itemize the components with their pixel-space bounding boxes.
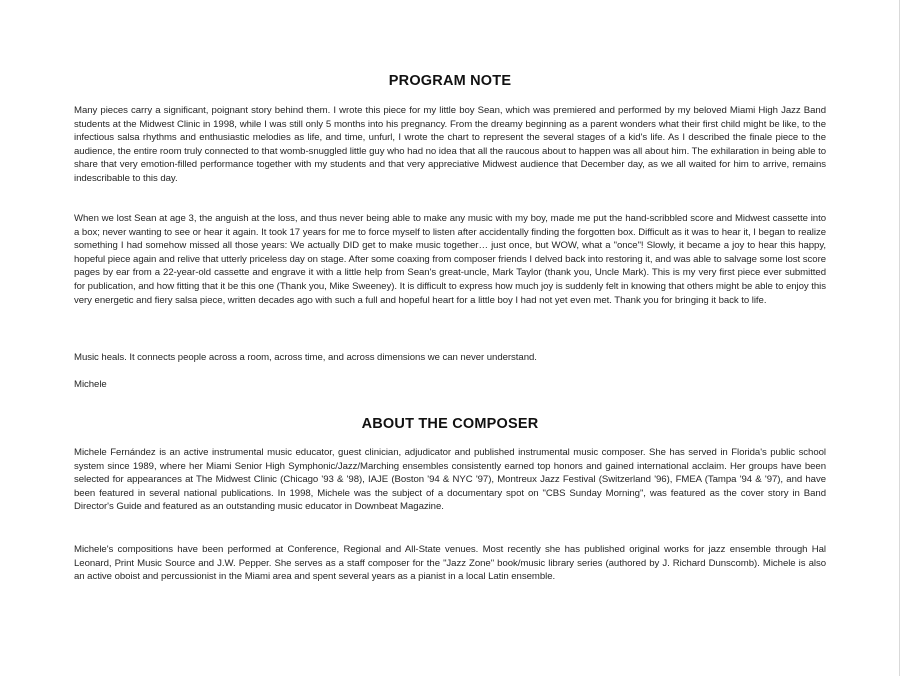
program-note-heading: PROGRAM NOTE [388,73,512,89]
program-note-signature: Michele [74,379,107,390]
about-composer-paragraph-2: Michele's compositions have been performed at Conference, Regional and All-State venues. Most recently she has published original works for jazz ensemble through Hal Leonard, Print Music Source and J.W. Pepper. She serves as a staff composer for the "Jazz Zone" book/music library series (authored by J. Richard Dunscomb). Michele is also an active oboist and percussionist in the Miami area and spent several years as a pianist in a local Latin ensemble. [74,544,826,583]
program-note-paragraph-1: Many pieces carry a significant, poignant story behind them. I wrote this piece for my little boy Sean, which was premiered and performed by my beloved Miami High Jazz Band students at the Midwest Clinic in 1998, while I was still only 5 months into his pregnancy. From the dreamy beginning as a parent wonders what their first child might be like, to the infectious salsa rhythms and enthusiastic melodies as life, and time, unfurl, I wrote the chart to represent the several stages of a kid's life. As I described the finale piece to the audience, the entire room truly connected to that womb-snuggled little guy who had no idea that all the raucous about to happen was all about him. The exhilaration in being able to share that very emotion-filled performance together with my students and that very appreciative Midwest audience that December day, as we all waited for him to arrive, remains indescribable to this day. [74,105,826,184]
about-composer-paragraph-1: Michele Fernández is an active instrumental music educator, guest clinician, adjudicator and published instrumental music composer. She has served in Florida's public school system since 1989, where her Miami Senior High Symphonic/Jazz/Marching ensembles consistently earned top honors and gained international acclaim. Her groups have been selected for appearances at The Midwest Clinic (Chicago '93 & '98), IAJE (Boston '94 & NYC '97), Montreux Jazz Festival (Switzerland '96), FMEA (Tampa '94 & '97), and have been featured in several national publications. In 1998, Michele was the subject of a documentary spot on "CBS Sunday Morning", was featured as the cover story in Band Director's Guide and featured as an outstanding music educator in Downbeat Magazine. [74,447,826,513]
program-note-paragraph-2: When we lost Sean at age 3, the anguish at the loss, and thus never being able to make any music with my boy, made me put the hand-scribbled score and Midwest cassette into a box; never wanting to see or hear it again. It took 17 years for me to force myself to listen after accidentally finding the forgotten box. Difficult as it was to hear it, I began to realize something I had somehow missed all those years: We actually DID get to make music together… just once, but WOW, what a "once"! Slowly, it became a joy to hear this happy, hopeful piece again and relive that utterly priceless day on stage. After some coaxing from composer friends I delved back into restoring it, and was able to salvage some lost score pages by ear from a 22-year-old cassette and engrave it with a little help from Sean's great-uncle, Mark Taylor (thank you, Uncle Mark). This is my very first piece ever submitted for publication, and how fitting that it be this one (Thank you, Mike Sweeney). It is difficult to express how much joy is suddenly felt in knowing that others might be able to enjoy this very energetic and fiery salsa piece, written decades ago with such a full and hopeful heart for a little boy I had not yet even met. Thank you for bringing it back to life. [74,213,826,306]
program-note-paragraph-3: Music heals. It connects people across a room, across time, and across dimensions we can never understand. [74,352,537,363]
about-composer-heading: ABOUT THE COMPOSER [361,416,539,432]
document-page [74,0,826,676]
